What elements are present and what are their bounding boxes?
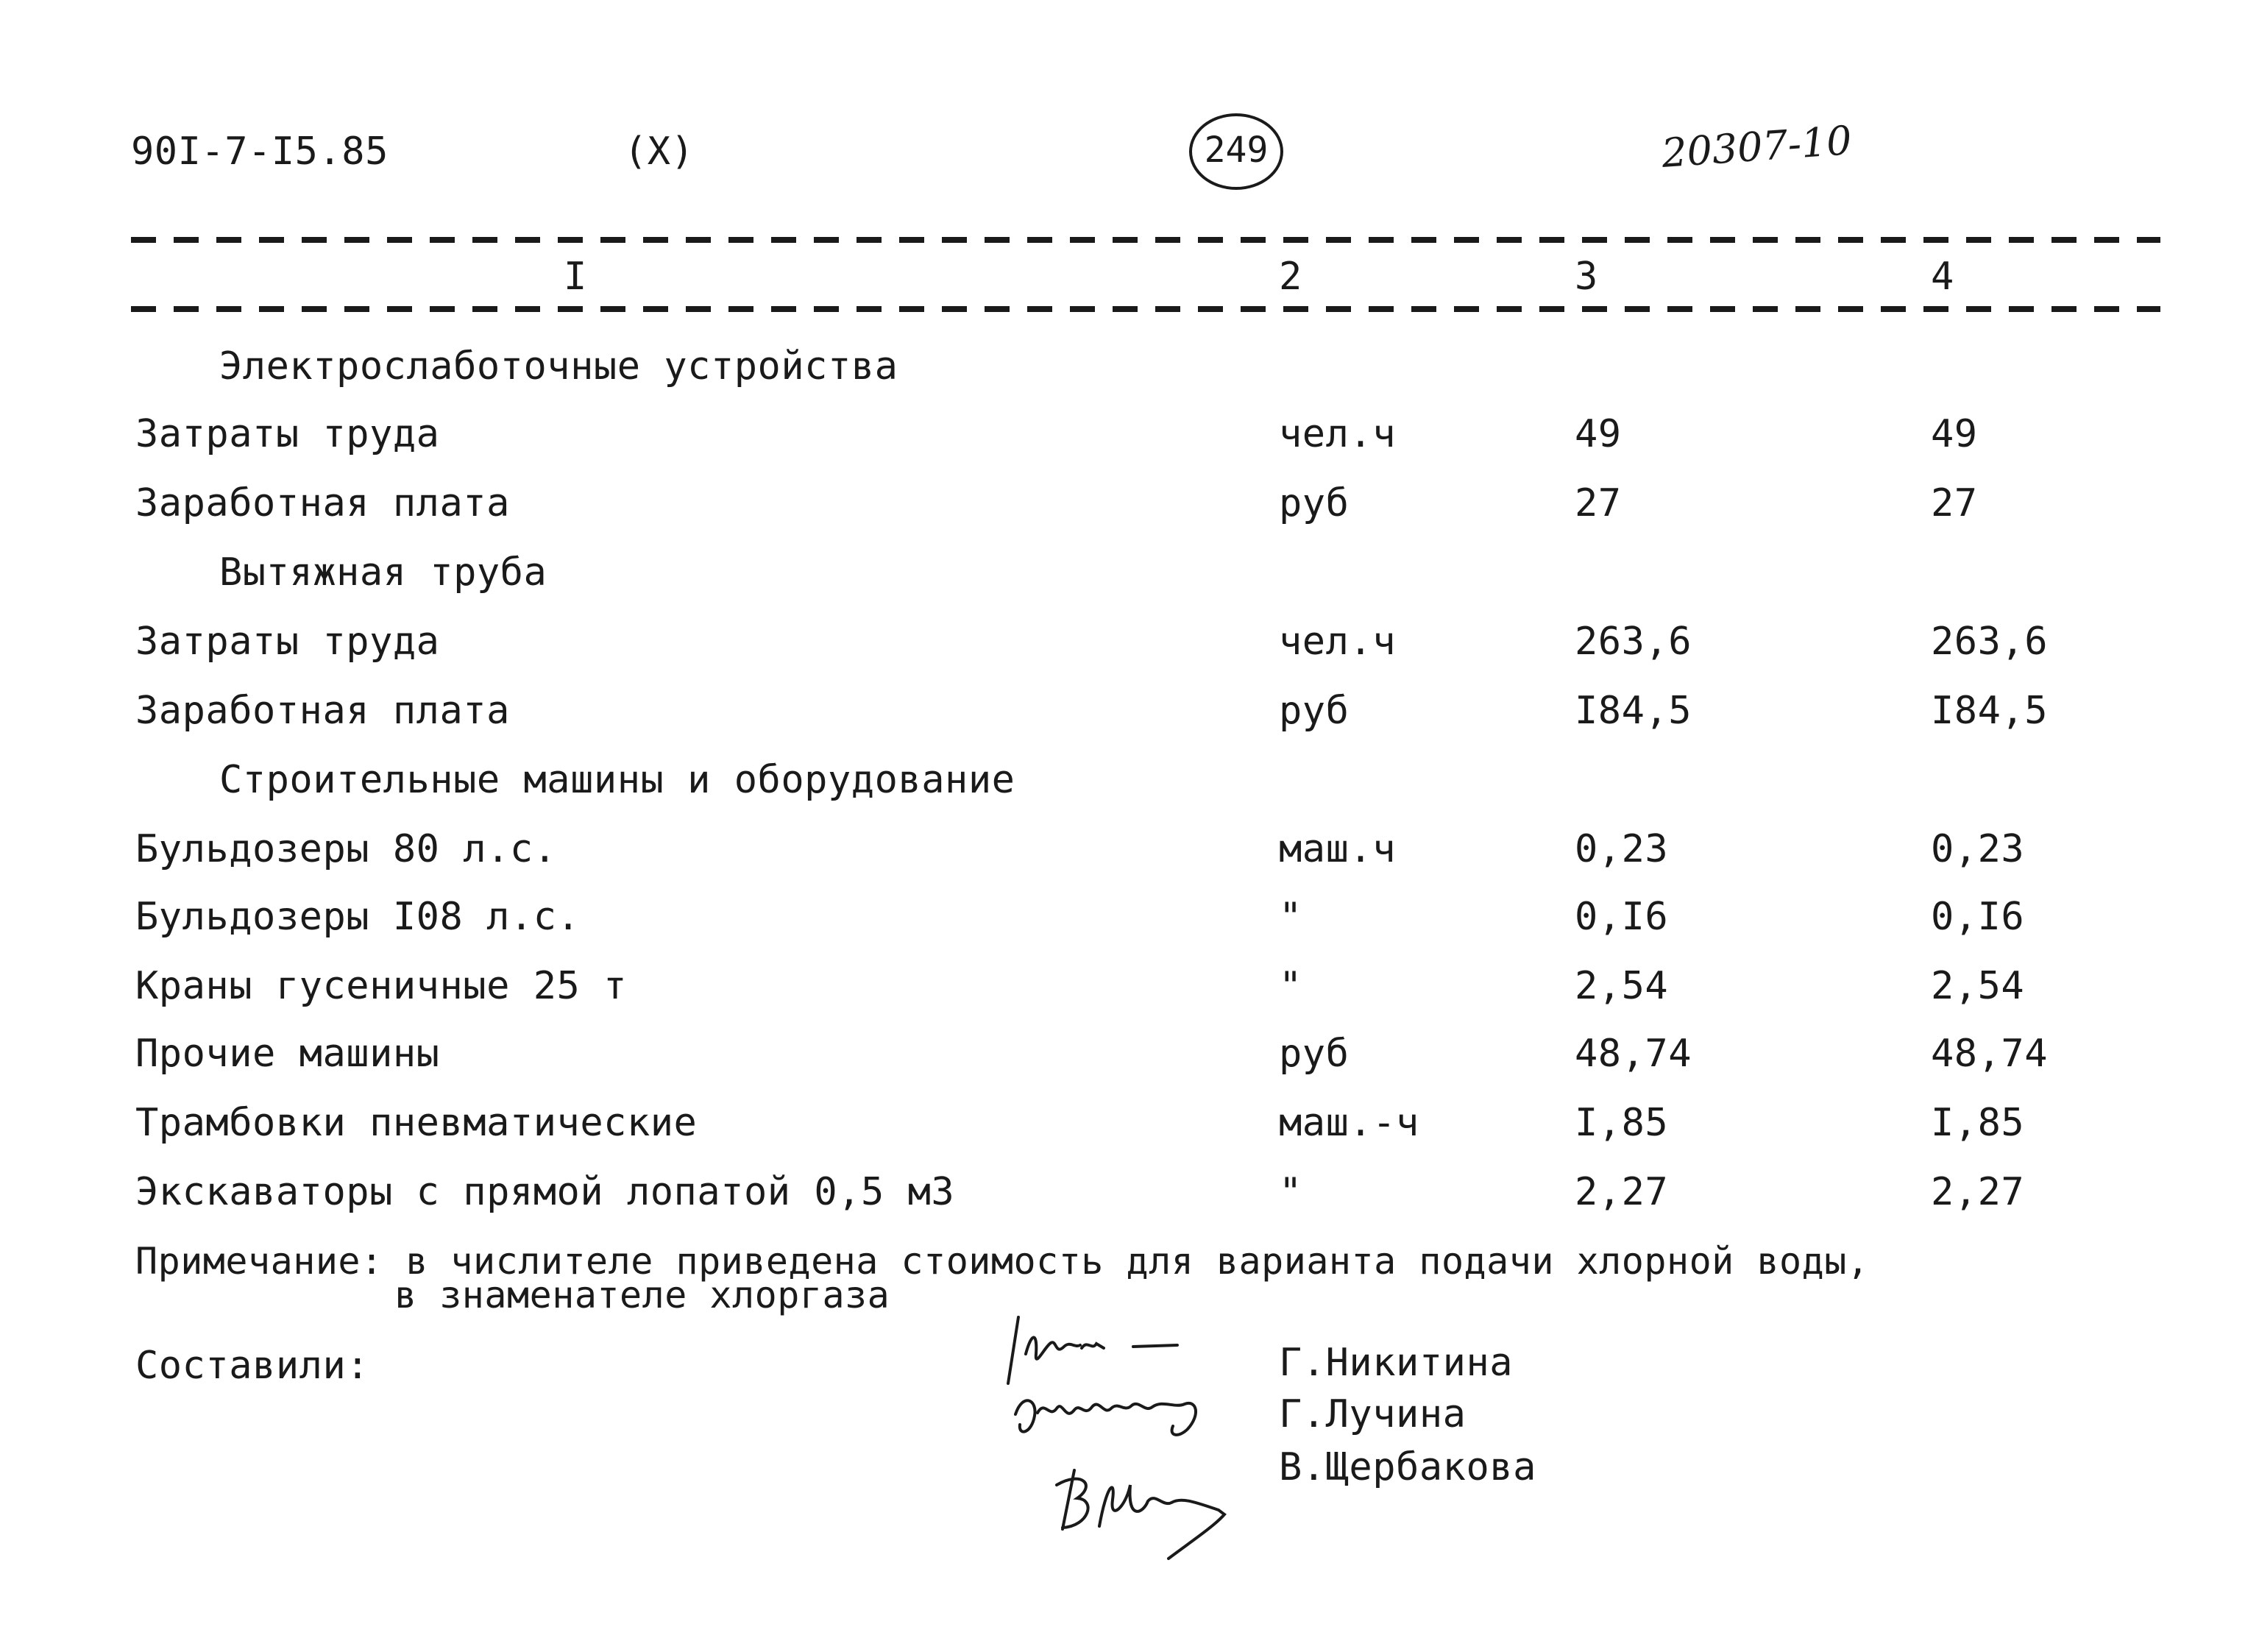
archive-code: 20307-10	[1660, 117, 1854, 177]
row-label: Краны гусеничные 25 т	[135, 964, 627, 1008]
row-unit: руб	[1279, 689, 1350, 733]
row-label: Бульдозеры I08 л.с.	[135, 895, 581, 939]
row-value-col4: 0,23	[1931, 827, 2025, 871]
row-value-col3: 263,6	[1575, 620, 1692, 664]
compiler-name: Г.Лучина	[1279, 1392, 1467, 1436]
row-unit: маш.ч	[1279, 827, 1397, 871]
row-label: Заработная плата	[135, 689, 510, 733]
row-unit: руб	[1279, 481, 1350, 525]
row-unit: чел.ч	[1279, 620, 1397, 664]
section-heading: Вытяжная труба	[219, 550, 547, 595]
row-value-col4: 263,6	[1931, 620, 2049, 664]
compiler-name: В.Щербакова	[1279, 1445, 1536, 1489]
row-value-col3: 2,54	[1575, 964, 1669, 1008]
row-value-col3: 0,I6	[1575, 895, 1669, 939]
page-number: 249	[1204, 130, 1269, 171]
row-label: Заработная плата	[135, 481, 510, 525]
row-value-col4: 48,74	[1931, 1032, 2049, 1076]
row-label: Бульдозеры 80 л.с.	[135, 827, 557, 871]
compiler-name: Г.Никитина	[1279, 1341, 1514, 1385]
row-label: Затраты труда	[135, 412, 440, 456]
row-value-col4: 2,54	[1931, 964, 2025, 1008]
document-code: 90I-7-I5.85	[131, 130, 389, 174]
row-value-col4: 2,27	[1931, 1170, 2025, 1214]
column-header-2: 2	[1279, 255, 1302, 299]
signature-luchina	[1008, 1370, 1214, 1451]
row-value-col3: 2,27	[1575, 1170, 1669, 1214]
row-value-col4: I,85	[1931, 1101, 2025, 1145]
row-value-col4: I84,5	[1931, 689, 2049, 733]
row-label: Трамбовки пневматические	[135, 1101, 698, 1145]
row-unit: "	[1279, 895, 1302, 939]
row-value-col4: 27	[1931, 481, 1978, 525]
row-unit: "	[1279, 1170, 1302, 1214]
compilers-label: Составили:	[135, 1344, 370, 1388]
section-heading: Строительные машины и оборудование	[219, 758, 1015, 802]
row-value-col3: I,85	[1575, 1101, 1669, 1145]
row-value-col4: 49	[1931, 412, 1978, 456]
section-mark: (X)	[624, 130, 695, 174]
row-unit: чел.ч	[1279, 412, 1397, 456]
row-value-col4: 0,I6	[1931, 895, 2025, 939]
column-header-3: 3	[1575, 255, 1598, 299]
column-header-1: I	[564, 255, 587, 299]
table-header-rule	[131, 306, 2160, 312]
row-label: Затраты труда	[135, 620, 440, 664]
row-unit: руб	[1279, 1032, 1350, 1076]
row-label: Экскаваторы с прямой лопатой 0,5 м3	[135, 1170, 955, 1214]
section-heading: Электрослаботочные устройства	[219, 344, 898, 389]
table-top-rule	[131, 237, 2160, 243]
row-unit: "	[1279, 964, 1302, 1008]
note-line-2: в знаменателе хлоргаза	[394, 1274, 890, 1316]
row-label: Прочие машины	[135, 1032, 440, 1076]
note-line-1: Примечание: в числителе приведена стоимость для варианта подачи хлорной воды,	[135, 1240, 1870, 1283]
row-value-col3: 49	[1575, 412, 1622, 456]
row-value-col3: 27	[1575, 481, 1622, 525]
signature-scherbakova	[1045, 1456, 1236, 1566]
row-value-col3: 48,74	[1575, 1032, 1692, 1076]
row-unit: маш.-ч	[1279, 1101, 1419, 1145]
column-header-4: 4	[1931, 255, 1954, 299]
row-value-col3: I84,5	[1575, 689, 1692, 733]
row-value-col3: 0,23	[1575, 827, 1669, 871]
